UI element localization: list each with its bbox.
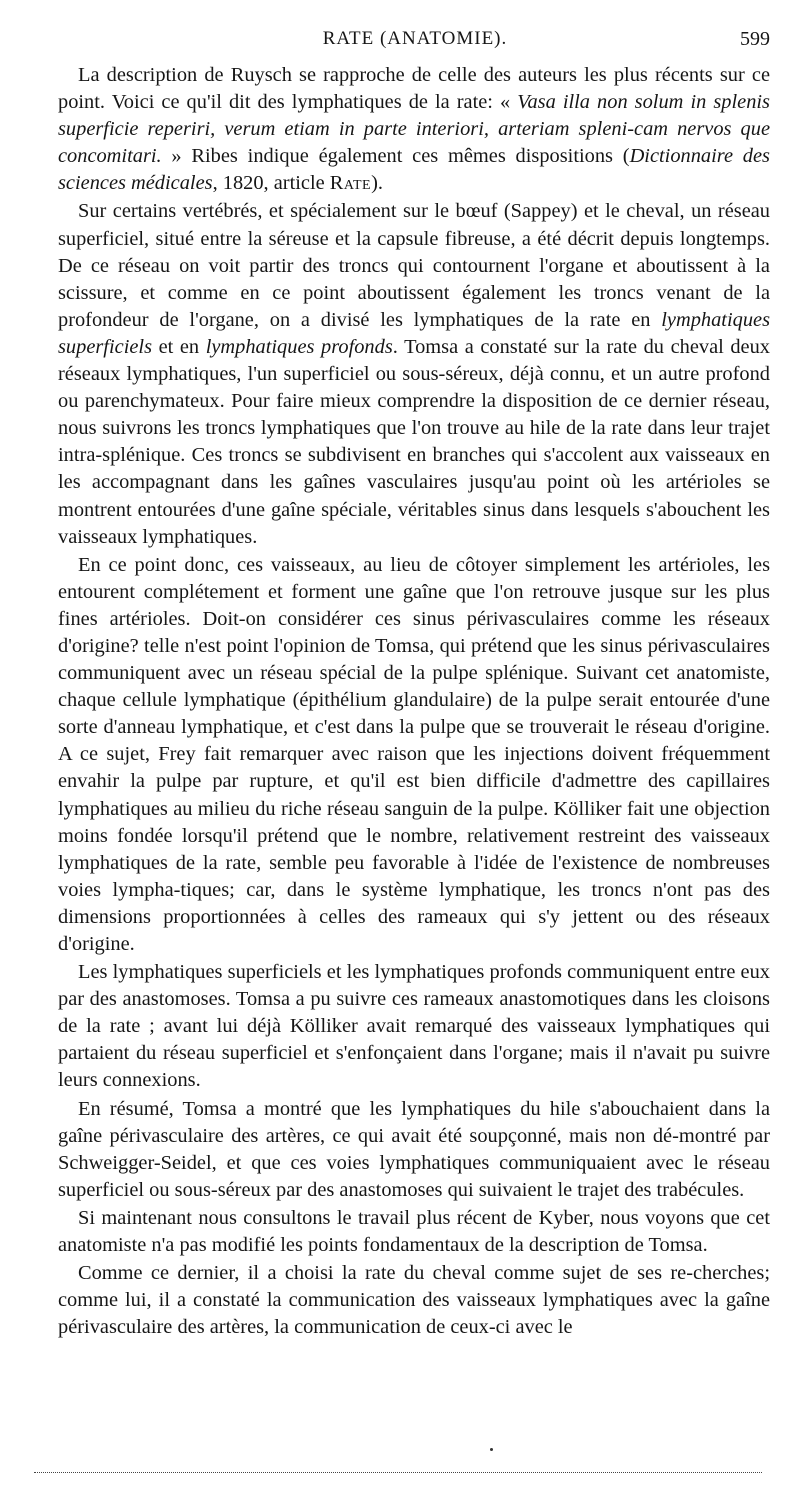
paragraph — [58, 1260, 770, 1341]
italic-text: Dictionnaire des sciences médicales — [58, 145, 770, 195]
paragraph — [58, 62, 770, 197]
footer-rule — [34, 1472, 762, 1473]
text-segment: » Ribes indique également ces mêmes dispositions ( — [161, 145, 630, 168]
paragraph — [58, 959, 770, 1094]
text-segment: La description de Ruysch se rapproche de celle des auteurs les plus récents sur ce point. Voici ce qu'il dit des lymphatiques de la rate: « — [58, 64, 770, 114]
text-segment: Comme ce dernier, il a choisi la rate du cheval comme sujet de ses re-cherches; comme lui, il a constaté la communication des vaisseaux lymphatiques avec la gaîne périvasculaire des artères, la communication de ceux-ci avec le — [58, 1262, 770, 1339]
paragraph — [58, 198, 770, 550]
text-segment: En résumé, Tomsa a montré que les lymphatiques du hile s'abouchaient dans la gaîne périvasculaire des artères, ce qui avait été soupçonné, mais non dé-montré par Schweigger-Seidel, et que ces voies lymphatiques communiquaient avec le réseau superficiel ou sous-séreux par des anastomoses qui suivaient le trajet des trabécules. — [58, 1097, 770, 1201]
paragraph — [58, 552, 770, 958]
italic-text: Vasa illa non solum in splenis superficie reperiri, verum etiam in parte interiori, arteriam spleni-cam nervos que concomitari. — [58, 91, 770, 168]
small-caps-text: Rate — [329, 172, 372, 195]
italic-text: lymphatiques profonds — [205, 335, 393, 358]
page-header — [60, 28, 770, 58]
text-segment: Si maintenant nous consultons le travail plus récent de Kyber, nous voyons que cet anatomiste n'a pas modifié les points fondamentaux de la description de Tomsa. — [58, 1206, 770, 1257]
printing-speck — [490, 1448, 493, 1451]
paragraph — [58, 1205, 770, 1259]
text-segment: ). — [371, 172, 383, 195]
text-segment: . Tomsa a constaté sur la rate du cheval deux réseaux lymphatiques, l'un superficiel ou sous-séreux, déjà connu, et un autre profond ou parenchymateux. Pour faire mieux comprendre la disposition de ce dernier réseau, nous suivrons les troncs lymphatiques que l'on trouve au hile de la rate dans leur trajet intra-splénique. Ces troncs se subdivisent en branches qui s'accolent aux vaisseaux en les accompagnant dans les gaînes vasculaires jusqu'au point où les artérioles se montrent entourées d'une gaîne spéciale, véritables sinus dans lesquels s'abouchent les vaisseaux lymphatiques. — [58, 335, 770, 548]
paragraph — [58, 1096, 770, 1204]
text-segment: Sur certains vertébrés, et spécialement sur le bœuf (Sappey) et le cheval, un réseau superficiel, situé entre la séreuse et la capsule fibreuse, a été décrit depuis longtemps. De ce réseau on voit partir des troncs qui contournent l'organe et aboutissent à la scissure, et comme en ce point aboutissent également les troncs venant de la profondeur de l'organe, on a divisé les lymphatiques de la rate en — [58, 200, 770, 331]
page-number: 599 — [740, 28, 770, 50]
italic-text: lymphatiques superficiels — [58, 308, 770, 358]
text-segment: En ce point donc, ces vaisseaux, au lieu de côtoyer simplement les artérioles, les entourent complétement et forment une gaîne que l'on retrouve jusque sur les plus fines artérioles. Doit-on considérer ces sinus périvasculaires comme les réseaux d'origine? telle n'est point l'opinion de Tomsa, qui prétend que les sinus périvasculaires communiquent avec un réseau spécial de la pulpe splénique. Suivant cet anatomiste, chaque cellule lymphatique (épithélium glandulaire) de la pulpe serait entourée d'une sorte d'anneau lymphatique, et c'est dans la pulpe que se trouverait le réseau d'origine. A ce sujet, Frey fait remarquer avec raison que les injections doivent fréquemment envahir la pulpe par rupture, et qu'il est bien difficile d'admettre des capillaires lymphatiques au milieu du riche réseau sanguin de la pulpe. Kölliker fait une objection moins fondée lorsqu'il prétend que le nombre, relativement restreint des vaisseaux lymphatiques de la rate, semble peu favorable à l'idée de l'existence de nombreuses voies lympha-tiques; car, dans le système lymphatique, les troncs n'ont pas des dimensions proportionnées à celles des rameaux qui s'y jettent ou des réseaux d'origine. — [58, 553, 770, 955]
text-segment: , 1820, article — [212, 172, 330, 195]
text-segment: et en — [152, 335, 206, 358]
text-segment: Les lymphatiques superficiels et les lymphatiques profonds communiquent entre eux par des anastomoses. Tomsa a pu suivre ces rameaux anastomotiques dans les cloisons de la rate ; avant lui déjà Kölliker avait remarqué des vaisseaux lymphatiques qui partaient du réseau superficiel et s'enfonçaient dans l'organe; mais il n'avait pu suivre leurs connexions. — [58, 961, 770, 1092]
running-title: RATE (ANATOMIE). — [322, 28, 508, 49]
body-text — [58, 62, 770, 1341]
